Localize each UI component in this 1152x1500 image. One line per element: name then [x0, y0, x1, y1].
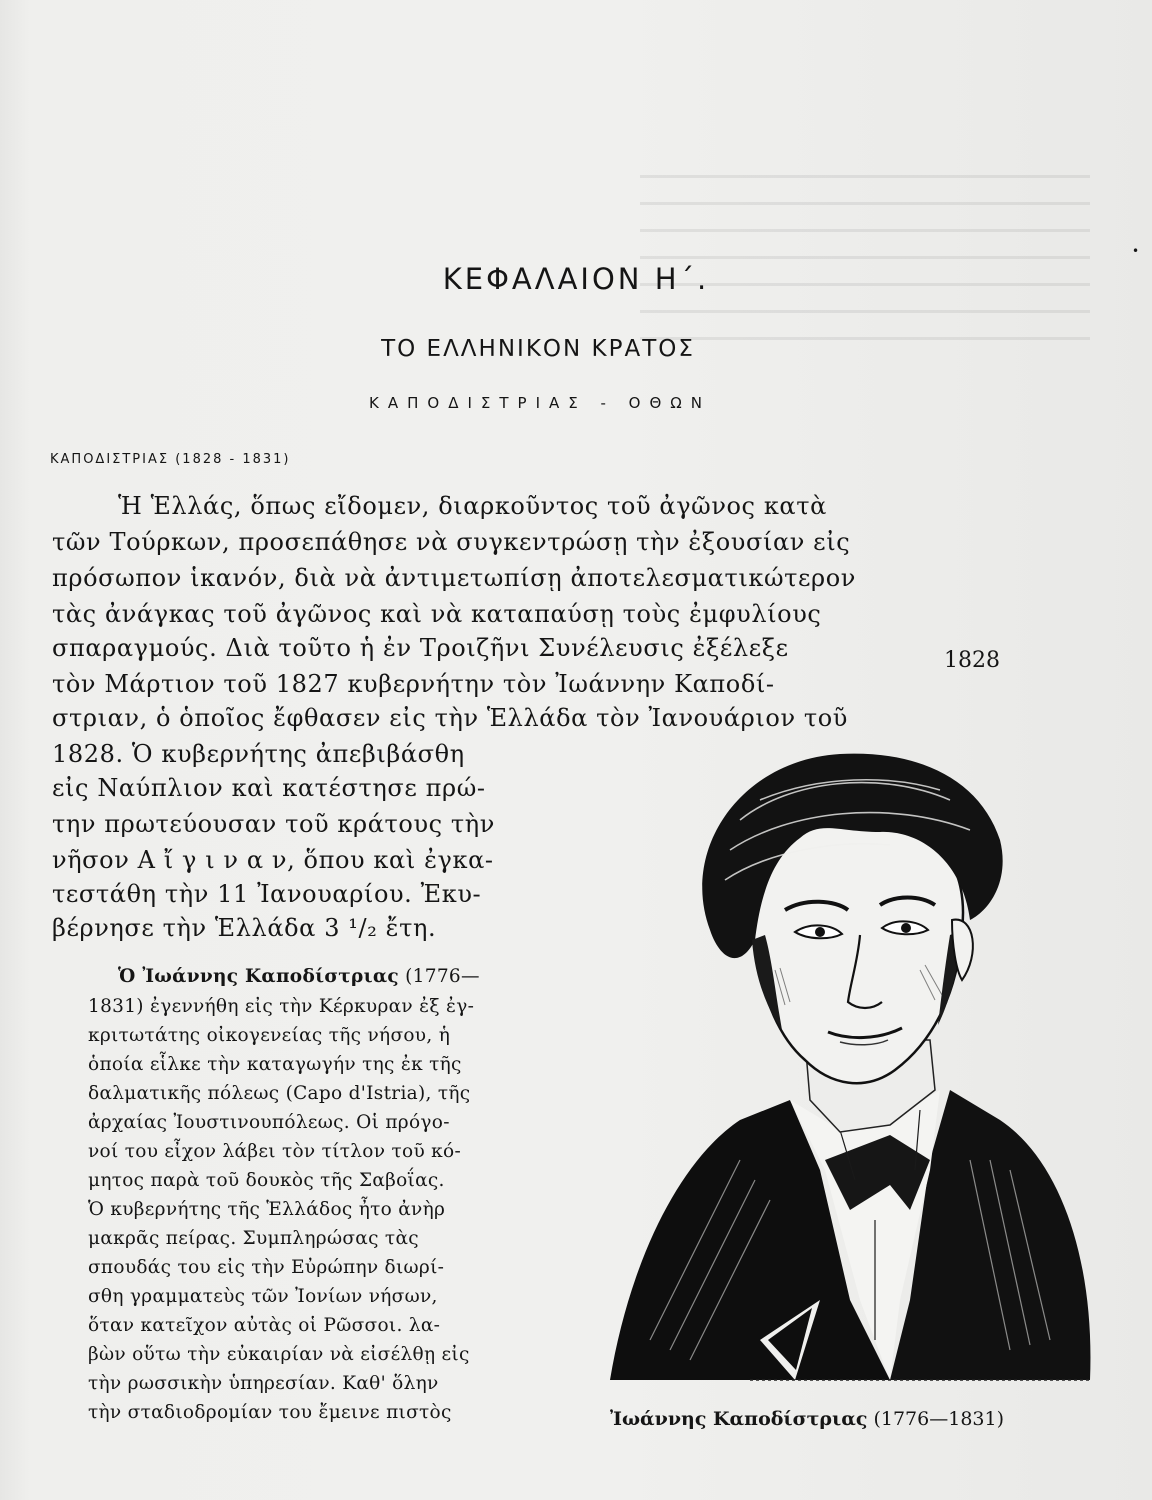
show-through-text — [640, 175, 1090, 345]
text-line: ἀρχαίας Ἰουστινουπόλεως. Οἱ πρόγο- — [88, 1112, 450, 1133]
figure-caption — [610, 1408, 1004, 1430]
section-heading: ΚΑΠΟΔΙΣΤΡΙΑΣ (1828 - 1831) — [50, 452, 291, 467]
text-line: πρόσωπον ἱκανόν, διὰ νὰ ἀντιμετωπίσῃ ἀποτελεσματικώτερον — [52, 564, 856, 592]
chapter-title: ΤΟ ΕΛΛΗΝΙΚΟΝ ΚΡΑΤΟΣ — [381, 336, 695, 362]
text-line: εἰς Ναύπλιον καὶ κατέστησε πρώ- — [52, 774, 486, 802]
text-line: τὰς ἀνάγκας τοῦ ἀγῶνος καὶ νὰ καταπαύσῃ τοὺς ἐμφυλίους — [52, 600, 822, 628]
text-line: σθη γραμματεὺς τῶν Ἰονίων νήσων, — [88, 1286, 438, 1307]
text-line: νῆσον Α ἴ γ ι ν α ν, ὅπου καὶ ἐγκα- — [52, 846, 494, 874]
text-line: σπουδάς του εἰς τὴν Εὐρώπην διωρί- — [88, 1257, 445, 1278]
text-line: ὁποία εἷλκε τὴν καταγωγήν της ἐκ τῆς — [88, 1054, 462, 1075]
text-line: τὴν σταδιοδρομίαν του ἔμεινε πιστὸς — [88, 1402, 452, 1423]
text-line: μακρᾶς πείρας. Συμπληρώσας τὰς — [88, 1228, 419, 1249]
caption-name: Ἰωάννης Καποδίστριας — [610, 1408, 868, 1430]
text-line: 1831) ἐγεννήθη εἰς τὴν Κέρκυραν ἐξ ἐγ- — [88, 996, 475, 1017]
lead-dates: (1776— — [398, 966, 480, 987]
text-line: τὴν ρωσσικὴν ὑπηρεσίαν. Καθ' ὅλην — [88, 1373, 439, 1394]
text-line: βὼν οὕτω τὴν εὐκαιρίαν νὰ εἰσέλθῃ εἰς — [88, 1344, 470, 1365]
text-line: κριτωτάτης οἰκογενείας τῆς νήσου, ἡ — [88, 1025, 451, 1046]
chapter-heading: ΚΕΦΑΛΑΙΟΝ Η΄. — [442, 262, 710, 296]
text-line: την πρωτεύουσαν τοῦ κράτους τὴν — [52, 810, 495, 838]
text-line: Ἡ Ἑλλάς, ὅπως εἴδομεν, διαρκοῦντος τοῦ ἀγῶνος κατὰ — [118, 492, 827, 520]
text-line: ὅταν κατεῖχον αὐτὰς οἱ Ρῶσσοι. λα- — [88, 1315, 441, 1336]
margin-year: 1828 — [944, 648, 1000, 673]
text-line: 1828. Ὁ κυβερνήτης ἀπεβιβάσθη — [52, 740, 465, 768]
text-line: τεστάθη τὴν 11 Ἰανουαρίου. Ἐκυ- — [52, 880, 482, 908]
portrait-engraving — [590, 740, 1110, 1390]
text-line: βέρνησε τὴν Ἑλλάδα 3 ¹/₂ ἔτη. — [52, 914, 437, 942]
text-line: τῶν Τούρκων, προσεπάθησε νὰ συγκεντρώσῃ τὴν ἐξουσίαν εἰς — [52, 528, 851, 556]
edge-mark: • — [1132, 244, 1140, 258]
text-line: σπαραγμούς. Διὰ τοῦτο ἡ ἐν Τροιζῆνι Συνέλευσις ἐξέλεξε — [52, 634, 789, 662]
text-line: Ὁ κυβερνήτης τῆς Ἑλλάδος ἦτο ἀνὴρ — [88, 1199, 446, 1220]
lead-name: Ὁ Ἰωάννης Καποδίστριας — [118, 966, 399, 987]
chapter-subtitle: ΚΑΠΟΔΙΣΤΡΙΑΣ - ΟΘΩΝ — [369, 394, 711, 412]
text-line: τὸν Μάρτιον τοῦ 1827 κυβερνήτην τὸν Ἰωάννην Καποδί- — [52, 670, 775, 698]
text-line: νοί του εἶχον λάβει τὸν τίτλον τοῦ κό- — [88, 1141, 462, 1162]
text-line: δαλματικῆς πόλεως (Capo d'Istria), τῆς — [88, 1083, 471, 1104]
text-line: στριαν, ὁ ὁποῖος ἔφθασεν εἰς τὴν Ἑλλάδα τὸν Ἰανουάριον τοῦ — [52, 704, 848, 732]
caption-dates: (1776—1831) — [867, 1408, 1004, 1430]
text-line: μητος παρὰ τοῦ δουκὸς τῆς Σαβοΐας. — [88, 1170, 445, 1191]
text-line — [118, 966, 480, 987]
